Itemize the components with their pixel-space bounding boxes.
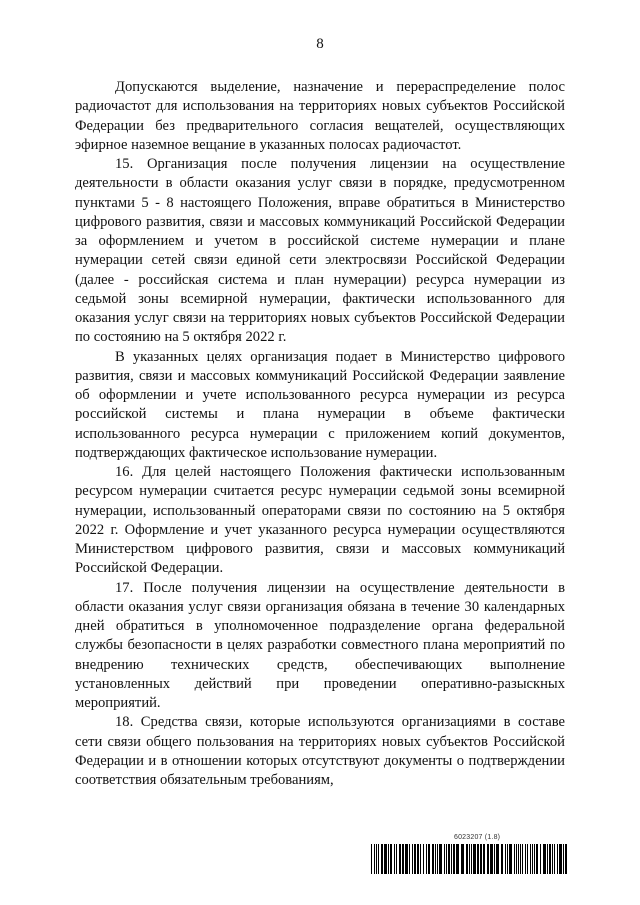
paragraph-16: 16. Для целей настоящего Положения фактически использованным ресурсом нумерации считается ресурс нумерации седьмой зоны всемирной нумерации, использованный операторами связи по состоянию на 5 октября 2022 г. Оформление и учет указанного ресурса нумерации осуществляются Министерством цифрового развития, связи и массовых коммуникаций Российской Федерации. <box>75 464 565 577</box>
paragraph-intro: Допускаются выделение, назначение и перераспределение полос радиочастот для использования на территориях новых субъектов Российской Федерации без предварительного согласия вещателей, осуществляющих эфирное наземное вещание в указанных полосах радиочастот. <box>75 79 565 153</box>
paragraph-18: 18. Средства связи, которые используются организациями в составе сети связи общего пользования на территориях новых субъектов Российской Федерации и в отношении которых отсутствуют документы о подтверждении соответствия обязательным требованиям, <box>75 714 565 788</box>
page-number: 8 <box>316 36 324 52</box>
paragraph-15: 15. Организация после получения лицензии на осуществление деятельности в области оказания услуг связи в порядке, предусмотренном пунктами 5 - 8 настоящего Положения, вправе обратиться в Министерство цифрового развития, связи и массовых коммуникаций Российской Федерации за оформлением и учетом в российской системе нумерации и плане нумерации сетей связи единой сети электросвязи Российской Федерации (далее - российская система и план нумерации) ресурса нумерации из седьмой зоны всемирной нумерации, фактически использованного для оказания услуг связи на территориях новых субъектов Российской Федерации по состоянию на 5 октября 2022 г. <box>75 156 565 346</box>
paragraph-17: 17. После получения лицензии на осуществление деятельности в области оказания услуг связи организация обязана в течение 30 календарных дней обратиться в уполномоченное подразделение органа федеральной службы безопасности в целях разработки совместного плана мероприятий по внедрению технических средств, обеспечивающих выполнение установленных действий при проведении оперативно-разыскных мероприятий. <box>75 579 565 711</box>
document-code: 6023207 (1.8) <box>454 834 501 841</box>
barcode-icon <box>371 844 567 874</box>
document-body <box>75 78 565 790</box>
paragraph-15-continued: В указанных целях организация подает в Министерство цифрового развития, связи и массовых коммуникаций Российской Федерации заявление об оформлении и учете использованного ресурса нумерации из ресурса российской системы и плана нумерации в объеме фактически использованного ресурса нумерации с приложением копий документов, подтверждающих фактическое использование нумерации. <box>75 348 565 461</box>
